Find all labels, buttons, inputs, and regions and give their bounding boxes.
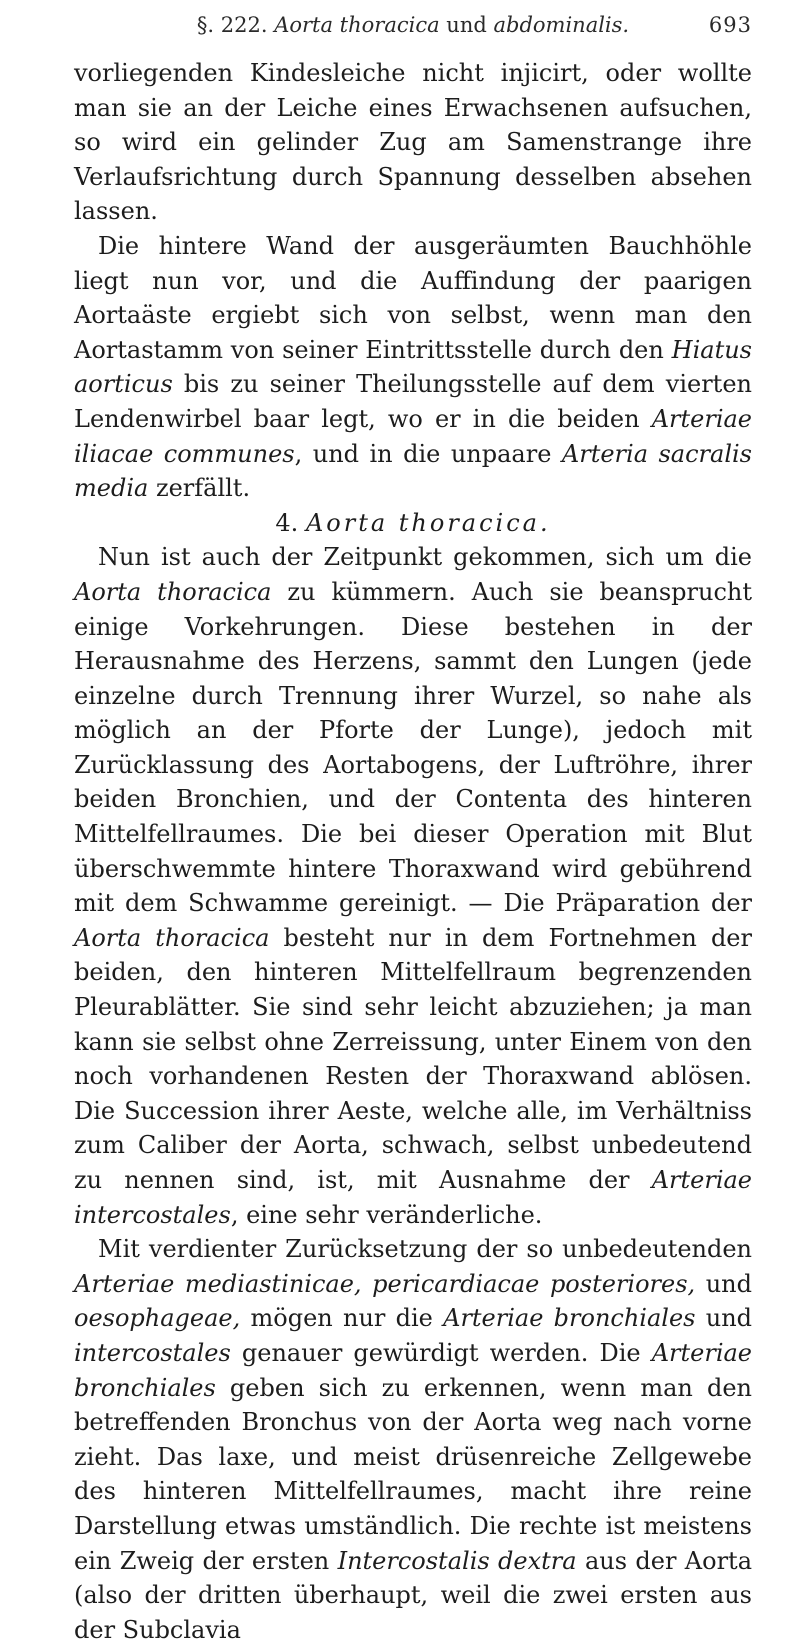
text-run: Mit verdienter Zurücksetzung der so unbedeutenden bbox=[98, 1235, 752, 1264]
paragraph-p3 bbox=[74, 540, 752, 1232]
italic-term: Arteriae mediastinicae, pericardiacae posteriores, bbox=[74, 1269, 696, 1298]
text-run: geben sich zu erkennen, wenn man den betreffenden Bronchus von der Aorta weg nach vorne zieht. Das laxe, und meist drüsenreiche Zellgewebe des hinteren Mittelfellraumes, macht ihre reine Darstellung etwas umständlich. Die rechte ist meistens ein Zweig der ersten bbox=[74, 1373, 752, 1575]
italic-term: Arteriae iliacae communes bbox=[74, 404, 752, 468]
body-text bbox=[74, 56, 752, 1647]
text-run: aus der Aorta (also der dritten überhaupt, weil die zwei ersten aus der Subclavia bbox=[74, 1546, 752, 1644]
text-run: Die hintere Wand der ausgeräumten Bauchhöhle liegt nun vor, und die Auffindung der paarigen Aortaäste ergiebt sich von selbst, wenn man den Aortastamm von seiner Eintrittsstelle durch den bbox=[74, 231, 752, 364]
italic-term: Arteriae bronchiales bbox=[443, 1304, 696, 1333]
italic-term: Arteriae intercostales bbox=[74, 1166, 752, 1229]
paragraphs-after-heading bbox=[74, 540, 752, 1647]
text-run: genauer gewürdigt werden. Die bbox=[230, 1338, 652, 1367]
text-run: Nun ist auch der Zeitpunkt gekommen, sich um die bbox=[98, 543, 752, 572]
italic-term: Arteriae bronchiales bbox=[74, 1338, 752, 1402]
text-run: vorliegenden Kindesleiche nicht injicirt, oder wollte man sie an der Leiche eines Erwachsenen aufsuchen, so wird ein gelinder Zug am Samenstrange ihre Verlaufsrichtung durch Spannung desselben absehen lassen. bbox=[74, 59, 752, 226]
italic-term: Aorta thoracica bbox=[74, 577, 272, 606]
section-heading bbox=[74, 506, 752, 541]
header-title-part-1: Aorta thoracica bbox=[274, 13, 440, 37]
paragraph-p1 bbox=[74, 56, 752, 229]
header-section-number: §. 222. bbox=[196, 13, 268, 37]
text-run: und bbox=[695, 1304, 753, 1333]
italic-term: Aorta thoracica bbox=[74, 923, 270, 952]
section-heading-title: Aorta thoracica. bbox=[305, 508, 551, 537]
paragraph-p2 bbox=[74, 229, 752, 506]
section-heading-number: 4. bbox=[275, 508, 299, 537]
text-run: , eine sehr veränderliche. bbox=[230, 1200, 543, 1229]
text-run: besteht nur in dem Fortnehmen der beiden, den hinteren Mittelfellraum begrenzenden Pleurablätter. Sie sind sehr leicht abzuziehen; ja man kann sie selbst ohne Zerreissung, unter Einem von den noch vorhandenen Resten der Thoraxwand ablösen. Die Succession ihrer Aeste, welche alle, im Verhältniss zum Caliber der Aorta, schwach, selbst unbedeutend zu nennen sind, ist, mit Ausnahme der bbox=[74, 923, 752, 1194]
text-run: , und in die unpaare bbox=[294, 439, 562, 468]
page-number: 693 bbox=[708, 13, 752, 37]
italic-term: Intercostalis dextra bbox=[337, 1546, 577, 1575]
italic-term: Arteria sacralis media bbox=[74, 439, 752, 503]
italic-term: intercostales bbox=[74, 1338, 231, 1367]
header-title-connector: und bbox=[446, 13, 487, 37]
text-run: und bbox=[695, 1269, 752, 1298]
header-title-part-2: abdominalis. bbox=[493, 13, 630, 37]
text-run: bis zu seiner Theilungsstelle auf dem vierten Lendenwirbel baar legt, wo er in die beiden bbox=[74, 370, 752, 433]
paragraph-p4 bbox=[74, 1232, 752, 1647]
italic-term: Hiatus aorticus bbox=[74, 335, 752, 399]
italic-term: oesophageae, bbox=[74, 1304, 241, 1333]
text-run: mögen nur die bbox=[240, 1304, 444, 1333]
running-header bbox=[74, 10, 752, 40]
paragraphs-before-heading bbox=[74, 56, 752, 506]
header-title bbox=[74, 10, 752, 40]
text-run: zerfällt. bbox=[148, 474, 251, 503]
text-run: zu kümmern. Auch sie beansprucht einige Vorkehrungen. Diese bestehen in der Herausnahme des Herzens, sammt den Lungen (jede einzelne durch Trennung ihrer Wurzel, so nahe als möglich an der Pforte der Lunge), jedoch mit Zurücklassung des Aortabogens, der Luftröhre, ihrer beiden Bronchien, und der Contenta des hinteren Mittelfellraumes. Die bei dieser Operation mit Blut überschwemmte hintere Thoraxwand wird gebührend mit dem Schwamme gereinigt. — Die Präparation der bbox=[74, 577, 752, 918]
